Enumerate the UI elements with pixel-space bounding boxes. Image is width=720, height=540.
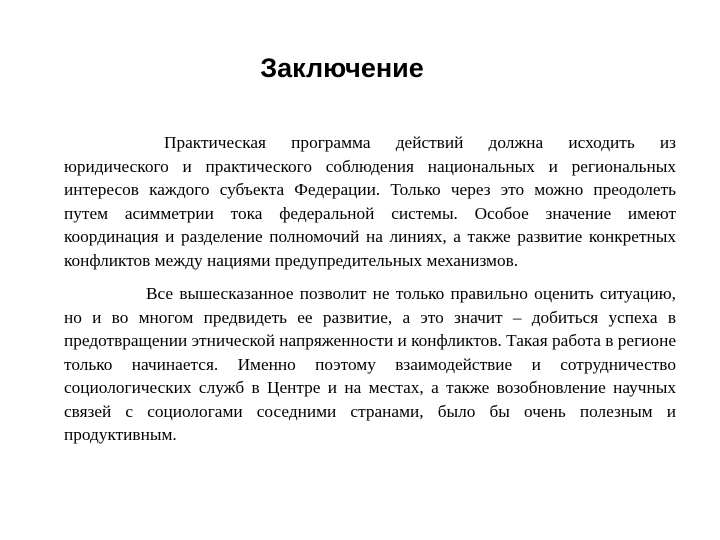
slide-body	[64, 131, 676, 447]
paragraph-1: Практическая программа действий должна исходить из юридического и практического соблюдения национальных и региональных интересов каждого субъекта Федерации. Только через это можно преодолеть путем асимметрии тока федеральной системы. Особое значение имеют координация и разделение полномочий на линиях, а также развитие конкретных конфликтов между нациями предупредительных механизмов.	[64, 133, 676, 270]
paragraph-2: Все вышесказанное позволит не только правильно оценить ситуацию, но и во многом предвидеть ее развитие, а это значит – добиться успеха в предотвращении этнической напряженности и конфликтов. Такая работа в регионе только начинается. Именно поэтому взаимодействие и сотрудничество социологических служб в Центре и на местах, а также возобновление научных связей с социологами соседними странами, было бы очень полезным и продуктивным.	[64, 284, 676, 444]
slide-title: Заключение	[260, 53, 424, 83]
